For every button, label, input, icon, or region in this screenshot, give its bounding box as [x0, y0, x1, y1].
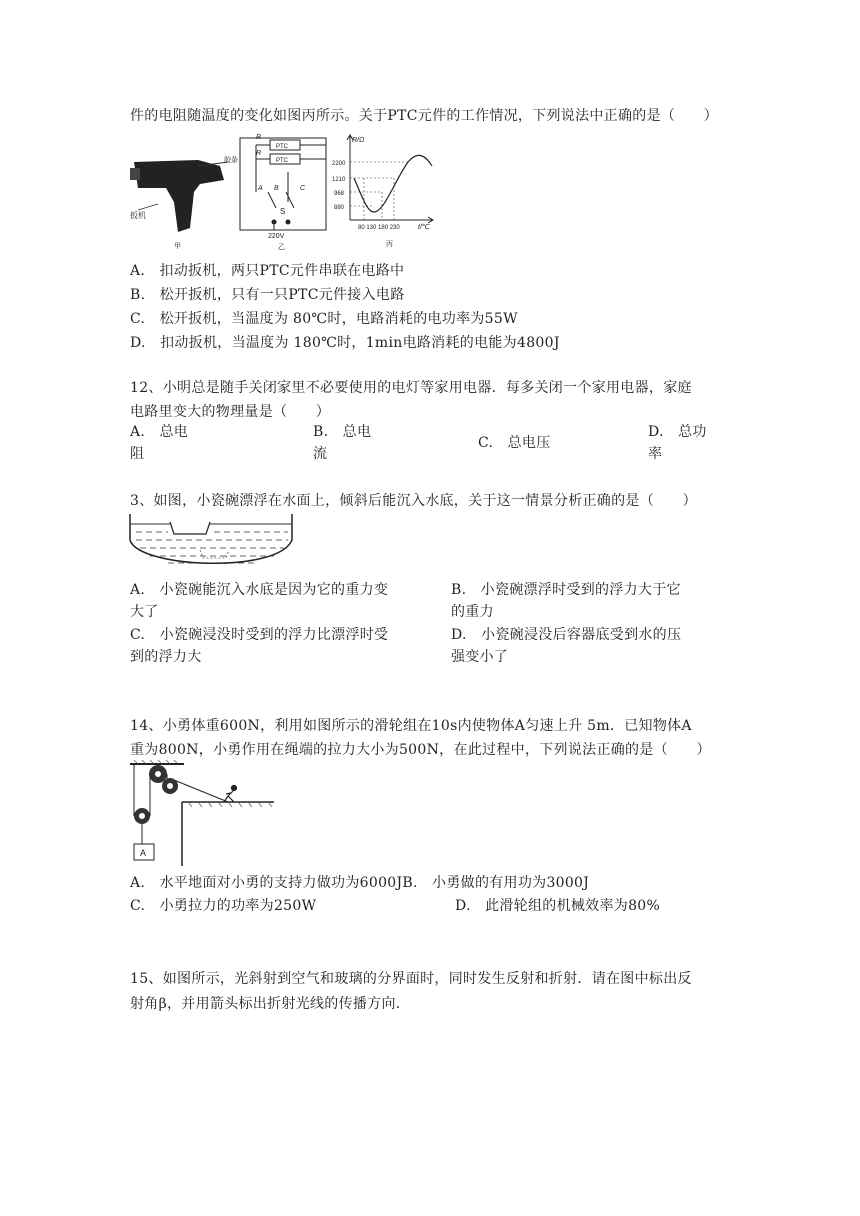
q13-option-c-line2: 到的浮力大: [130, 649, 202, 665]
q11-stem: 件的电阻随温度的变化如图丙所示。关于PTC元件的工作情况，下列说法中正确的是（ ）: [130, 108, 719, 124]
q11-option-d: D. 扣动扳机，当温度为 180℃时，1min电路消耗的电能为4800J: [130, 335, 560, 351]
object-a-label: A: [140, 848, 147, 858]
q13-stem: 3、如图，小瓷碗漂浮在水面上，倾斜后能沉入水底，关于这一情景分析正确的是（ ）: [130, 493, 697, 509]
q11-option-b: B. 松开扳机，只有一只PTC元件接入电路: [130, 287, 405, 303]
fig-label-banji: 扳机: [130, 211, 146, 220]
q15-stem-line2: 射角β，并用箭头标出折射光线的传播方向．: [130, 996, 411, 1012]
graph-y-tick-2200: 2200: [332, 161, 346, 167]
glue-gun-image: [128, 132, 228, 250]
graph-y-tick-968: 968: [334, 191, 345, 197]
fig-label-220v: 220V: [268, 233, 285, 240]
q12-option-b-line2: 流: [313, 446, 328, 462]
q12-option-a-line1: A. 总电: [130, 424, 189, 440]
fig-label-a: A: [258, 185, 263, 192]
fig-label-ptc1: PTC: [276, 144, 288, 150]
q14-option-d: D. 此滑轮组的机械效率为80%: [455, 898, 661, 914]
q11-figure: [128, 132, 438, 252]
ceiling: [130, 760, 184, 764]
q13-bowl-figure: [128, 512, 294, 574]
movable-pulley: [134, 808, 150, 824]
q13-option-c-line1: C. 小瓷碗浸没时受到的浮力比漂浮时受: [130, 627, 389, 643]
fig-label-c: C: [300, 185, 306, 192]
graph-y-tick-1210: 1210: [332, 177, 346, 183]
q11-option-c: C. 松开扳机，当温度为 80℃时，电路消耗的电功率为55W: [130, 311, 518, 327]
fig-label-s: S: [280, 207, 286, 216]
fig-label-ptc2: PTC: [276, 158, 288, 164]
fig-label-r1: R: [256, 134, 262, 141]
circuit-diagram: [240, 138, 326, 230]
graph-y-axis-label: R/Ω: [352, 137, 365, 144]
fig-label-r2: R: [256, 150, 262, 157]
q12-option-d-line2: 率: [648, 446, 663, 462]
q15-stem-line1: 15、如图所示，光斜射到空气和玻璃的分界面时，同时发生反射和折射．请在图中标出反: [130, 971, 692, 987]
graph-y-tick-880: 880: [334, 205, 345, 211]
graph-x-ticks: 80 130 180 230: [358, 225, 400, 231]
fig-label-jiaotiao: 胶条: [224, 157, 238, 164]
q11-option-a: A. 扣动扳机，两只PTC元件串联在电路中: [130, 263, 405, 279]
q12-stem-line2: 电路里变大的物理量是（ ）: [130, 404, 331, 420]
q13-option-d-line2: 强变小了: [451, 649, 509, 665]
fig-label-b: B: [274, 185, 279, 192]
fixed-pulley: [149, 765, 167, 783]
resistance-temperature-graph: [347, 135, 433, 223]
fig-label-jia: 甲: [174, 243, 181, 250]
q13-option-a-line1: A. 小瓷碗能沉入水底是因为它的重力变: [130, 582, 389, 598]
q12-stem-line1: 12、小明总是随手关闭家里不必要使用的电灯等家用电器．每多关闭一个家用电器，家庭: [130, 380, 692, 396]
q13-option-b-line2: 的重力: [451, 604, 494, 620]
q12-option-c: C. 总电压: [478, 435, 551, 451]
ground: [182, 802, 274, 866]
q13-option-d-line1: D. 小瓷碗浸没后容器底受到水的压: [451, 627, 682, 643]
q13-option-b-line1: B. 小瓷碗漂浮时受到的浮力大于它: [451, 582, 681, 598]
q14-stem-line1: 14、小勇体重600N，利用如图所示的滑轮组在10s内使物体A匀速上升 5m．已知物体A: [130, 718, 692, 734]
q14-pulley-figure: [128, 760, 278, 868]
q14-option-c: C. 小勇拉力的功率为250W: [130, 898, 317, 914]
person-figure: [224, 786, 237, 803]
graph-x-axis-label: t/℃: [418, 224, 430, 231]
q13-option-a-line2: 大了: [130, 604, 159, 620]
q12-option-d-line1: D. 总功: [648, 424, 707, 440]
q12-option-a-line2: 阻: [130, 446, 145, 462]
q14-stem-line2: 重为800N，小勇作用在绳端的拉力大小为500N，在此过程中，下列说法正确的是（ ）: [130, 742, 711, 758]
fig-label-yi: 乙: [278, 244, 285, 251]
q14-option-a-b: A. 水平地面对小勇的支持力做功为6000JB. 小勇做的有用功为3000J: [130, 875, 590, 891]
q12-option-b-line1: B. 总电: [313, 424, 372, 440]
wall-pulley: [162, 778, 178, 794]
fig-label-bing: 丙: [386, 241, 393, 248]
